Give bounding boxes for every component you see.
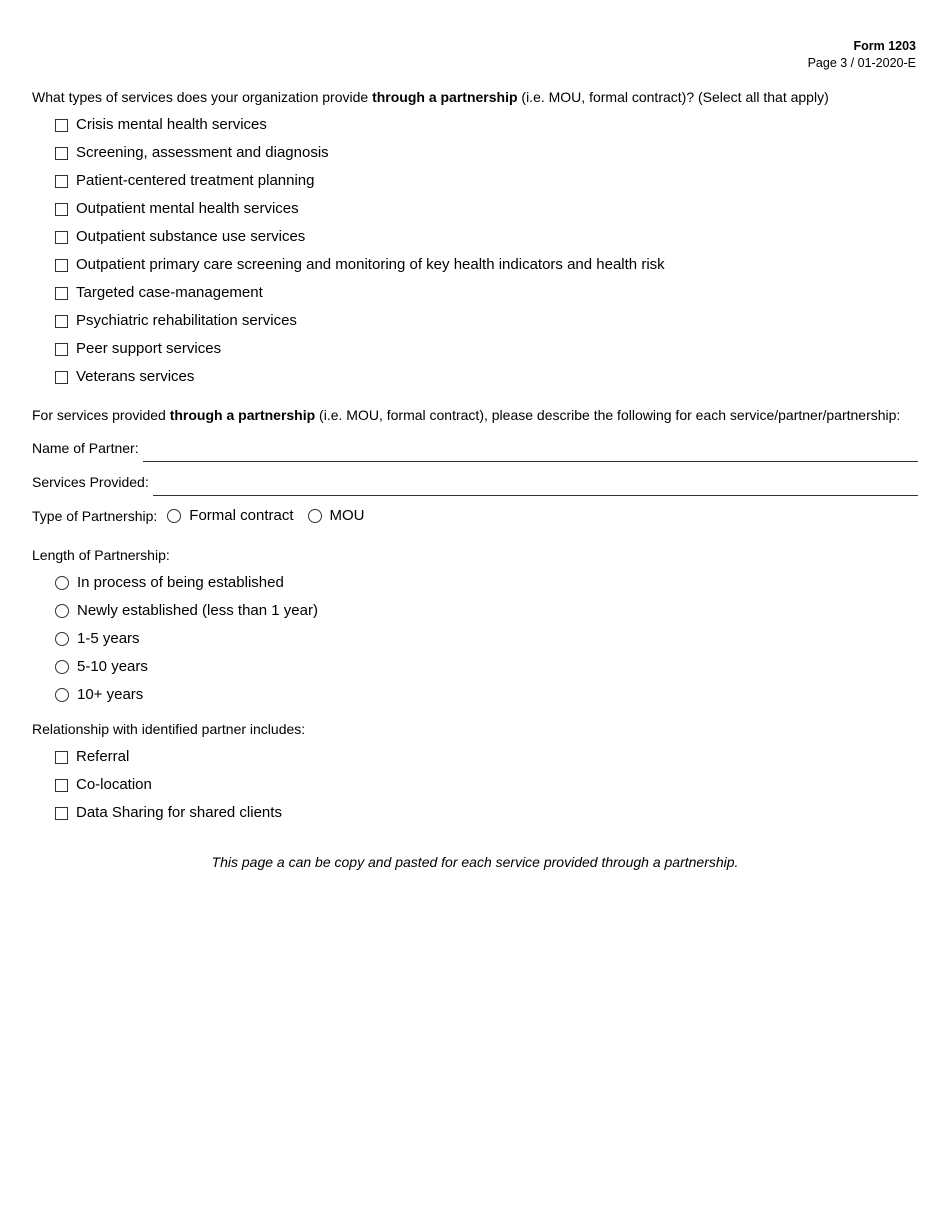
checkbox[interactable] — [55, 147, 68, 160]
checkbox[interactable] — [55, 203, 68, 216]
footer-note: This page a can be copy and pasted for each service provided through a partnership. — [211, 854, 739, 870]
partnership-type-option[interactable]: Formal contract — [167, 507, 293, 524]
partnership-type-option[interactable]: MOU — [308, 507, 365, 524]
checkbox[interactable] — [55, 343, 68, 356]
partnership-type-row — [32, 507, 918, 524]
radio-button[interactable] — [55, 660, 69, 674]
service-option[interactable]: Psychiatric rehabilitation services — [55, 312, 297, 330]
length-option[interactable]: In process of being established — [55, 574, 284, 592]
length-option[interactable]: 1-5 years — [55, 630, 140, 648]
service-option[interactable]: Crisis mental health services — [55, 116, 267, 134]
length-option[interactable]: 5-10 years — [55, 658, 148, 676]
service-option[interactable]: Patient-centered treatment planning — [55, 172, 314, 190]
services-provided-input[interactable] — [153, 477, 918, 496]
partner-name-label: Name of Partner: — [32, 440, 139, 456]
length-option[interactable]: Newly established (less than 1 year) — [55, 602, 318, 620]
services-question: What types of services does your organization provide through a partnership (i.e. MOU, formal contract)? (Select all that apply) — [32, 89, 829, 105]
service-option[interactable]: Peer support services — [55, 340, 221, 358]
relationship-label: Relationship with identified partner includes: — [32, 721, 306, 737]
radio-button[interactable] — [55, 604, 69, 618]
partnership-instructions: For services provided through a partnership (i.e. MOU, formal contract), please describe the following for each service/partner/partnership: — [32, 407, 901, 423]
relationship-option[interactable]: Co-location — [55, 776, 152, 794]
services-provided-field — [32, 474, 918, 490]
relationship-option[interactable]: Data Sharing for shared clients — [55, 804, 282, 822]
radio-button[interactable] — [167, 509, 181, 523]
relationship-option[interactable]: Referral — [55, 748, 129, 766]
services-provided-label: Services Provided: — [32, 474, 149, 490]
partnership-type-label: Type of Partnership: — [32, 507, 158, 524]
checkbox[interactable] — [55, 807, 68, 820]
service-option[interactable]: Targeted case-management — [55, 284, 263, 302]
form-number: Form 1203 — [853, 39, 916, 53]
service-option[interactable]: Veterans services — [55, 368, 194, 386]
checkbox[interactable] — [55, 315, 68, 328]
radio-button[interactable] — [55, 688, 69, 702]
checkbox[interactable] — [55, 231, 68, 244]
form-header — [808, 38, 916, 72]
checkbox[interactable] — [55, 751, 68, 764]
service-option[interactable]: Outpatient primary care screening and monitoring of key health indicators and health risk — [55, 256, 665, 274]
checkbox[interactable] — [55, 779, 68, 792]
checkbox[interactable] — [55, 175, 68, 188]
service-option[interactable]: Outpatient mental health services — [55, 200, 299, 218]
checkbox[interactable] — [55, 119, 68, 132]
partner-name-input[interactable] — [143, 443, 918, 462]
radio-button[interactable] — [55, 632, 69, 646]
length-option[interactable]: 10+ years — [55, 686, 143, 704]
checkbox[interactable] — [55, 259, 68, 272]
checkbox[interactable] — [55, 371, 68, 384]
radio-button[interactable] — [55, 576, 69, 590]
length-label: Length of Partnership: — [32, 547, 170, 563]
service-option[interactable]: Outpatient substance use services — [55, 228, 305, 246]
page-info: Page 3 / 01-2020-E — [807, 56, 916, 70]
service-option[interactable]: Screening, assessment and diagnosis — [55, 144, 329, 162]
checkbox[interactable] — [55, 287, 68, 300]
partner-name-field — [32, 440, 918, 456]
radio-button[interactable] — [308, 509, 322, 523]
